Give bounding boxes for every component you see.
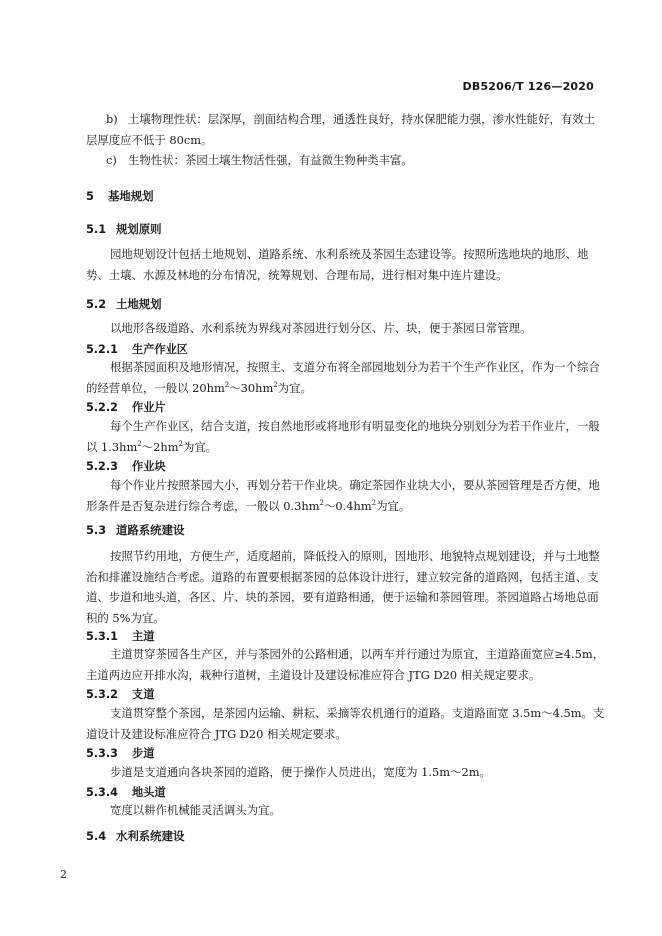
section-heading bbox=[86, 296, 162, 312]
page-number: 2 bbox=[60, 868, 67, 881]
section-heading bbox=[86, 522, 184, 538]
section-heading bbox=[86, 221, 162, 237]
section-title: 作业片 bbox=[132, 401, 166, 414]
section-heading bbox=[86, 458, 166, 474]
superscript: 2 bbox=[224, 380, 230, 389]
section-number: 5.3 bbox=[86, 523, 107, 537]
section-heading bbox=[86, 341, 188, 357]
section-title: 道路系统建设 bbox=[116, 523, 185, 537]
section-number: 5 bbox=[86, 189, 94, 203]
section-heading bbox=[86, 828, 184, 844]
paragraph: 支道贯穿整个茶园，是茶园内运输、耕耘、采摘等农机通行的道路。支道路面宽 3.5m～4.5m。支道设计及建设标准应符合 JTG D20 相关规定要求。 bbox=[86, 706, 605, 741]
list-item-text: 生物性状：茶园土壤生物活性强，有益微生物种类丰富。 bbox=[128, 153, 413, 167]
superscript: 2 bbox=[137, 439, 142, 448]
section-heading bbox=[86, 686, 154, 702]
section-number: 5.3.3 bbox=[86, 747, 118, 760]
section-number: 5.2.2 bbox=[86, 401, 118, 414]
section-title: 基地规划 bbox=[108, 189, 154, 203]
superscript: 2 bbox=[319, 498, 324, 507]
section-title: 水利系统建设 bbox=[116, 829, 185, 843]
paragraph bbox=[86, 357, 606, 398]
section-heading bbox=[86, 628, 154, 644]
section-title: 生产作业区 bbox=[132, 343, 188, 356]
section-number: 5.4 bbox=[86, 829, 107, 843]
paragraph bbox=[86, 416, 606, 457]
paragraph: 园地规划设计包括土地规划、道路系统、水利系统及茶园生态建设等。按照所选地块的地形、地势、土壤、水源及林地的分布情况，统筹规划、合理布局，进行相对集中连片建设。 bbox=[86, 247, 589, 282]
section-number: 5.2.3 bbox=[86, 460, 118, 473]
list-item-label: b) bbox=[106, 112, 118, 126]
section-title: 地头道 bbox=[132, 786, 166, 799]
section-number: 5.3.4 bbox=[86, 786, 118, 799]
paragraph: 主道贯穿茶园各生产区，并与茶园外的公路相通，以两车并行通过为原宜，主道路面宽应≥4.5m，主道两边应开排水沟，栽种行道树，主道设计及建设标准应符合 JTG D20 相关规定要求。 bbox=[86, 647, 605, 682]
text-run: 每个作业片按照茶园大小，再划分若干作业块。确定茶园作业块大小，要从茶园管理是否方便，地形条件是否复杂进行综合考虑，一般以 0.3hm bbox=[86, 478, 600, 513]
section-title: 规划原则 bbox=[116, 222, 162, 236]
superscript: 2 bbox=[371, 498, 377, 507]
list-item-c bbox=[86, 150, 606, 171]
section-heading bbox=[86, 188, 154, 204]
text-run: ～30hm bbox=[229, 380, 274, 395]
paragraph bbox=[86, 475, 606, 516]
paragraph: 宽度以耕作机械能灵活调头为宜。 bbox=[110, 803, 281, 817]
text-run: 根据茶园面积及地形情况，按照主、支道分布将全部园地划分为若干个生产作业区，作为一个综合的经营单位，一般以 20hm bbox=[86, 360, 600, 395]
list-item-b bbox=[86, 109, 606, 150]
text-run: ～2hm bbox=[141, 439, 179, 454]
section-heading bbox=[86, 745, 154, 761]
list-item-label: c) bbox=[106, 153, 117, 167]
standard-number: DB5206/T 126—2020 bbox=[462, 80, 594, 93]
superscript: 2 bbox=[178, 439, 183, 448]
section-number: 5.2 bbox=[86, 297, 107, 311]
text-run: ～0.4hm bbox=[323, 498, 372, 513]
section-title: 支道 bbox=[132, 688, 155, 701]
section-number: 5.3.2 bbox=[86, 688, 118, 701]
section-title: 主道 bbox=[132, 630, 155, 643]
paragraph: 步道是支道通向各块茶园的道路，便于操作人员进出，宽度为 1.5m～2m。 bbox=[110, 765, 491, 779]
section-heading bbox=[86, 399, 166, 415]
list-item-text: 土壤物理性状：层深厚，剖面结构合理，通透性良好，持水保肥能力强，渗水性能好，有效土层厚度应不低于 80cm。 bbox=[86, 112, 596, 147]
text-run: 为宜。 bbox=[277, 380, 312, 395]
section-number: 5.1 bbox=[86, 222, 107, 236]
paragraph: 按照节约用地，方便生产，适度超前，降低投入的原则，因地形、地貌特点规划建设，并与土地整治和排灌设施结合考虑。道路的布置要根据茶园的总体设计进行，建立较完备的道路网，包括主道、支道、步道和地头道，各区、片、块的茶园，要有道路相通，便于运输和茶园管理。茶园道路占场地总面积的 5%为宜。 bbox=[86, 549, 600, 625]
text-run: 为宜。 bbox=[182, 439, 218, 454]
section-number: 5.2.1 bbox=[86, 343, 118, 356]
section-title: 作业块 bbox=[132, 460, 166, 473]
text-run: 为宜。 bbox=[376, 498, 411, 513]
section-heading bbox=[86, 784, 166, 800]
section-title: 土地规划 bbox=[116, 297, 162, 311]
superscript: 2 bbox=[273, 380, 278, 389]
section-title: 步道 bbox=[132, 747, 155, 760]
text-run: 每个生产作业区，结合支道，按自然地形或将地形有明显变化的地块分别划分为若干作业片，一般以 1.3hm bbox=[86, 419, 600, 454]
paragraph: 以地形各级道路、水利系统为界线对茶园进行划分区、片、块，便于茶园日常管理。 bbox=[110, 321, 532, 335]
section-number: 5.3.1 bbox=[86, 630, 118, 643]
